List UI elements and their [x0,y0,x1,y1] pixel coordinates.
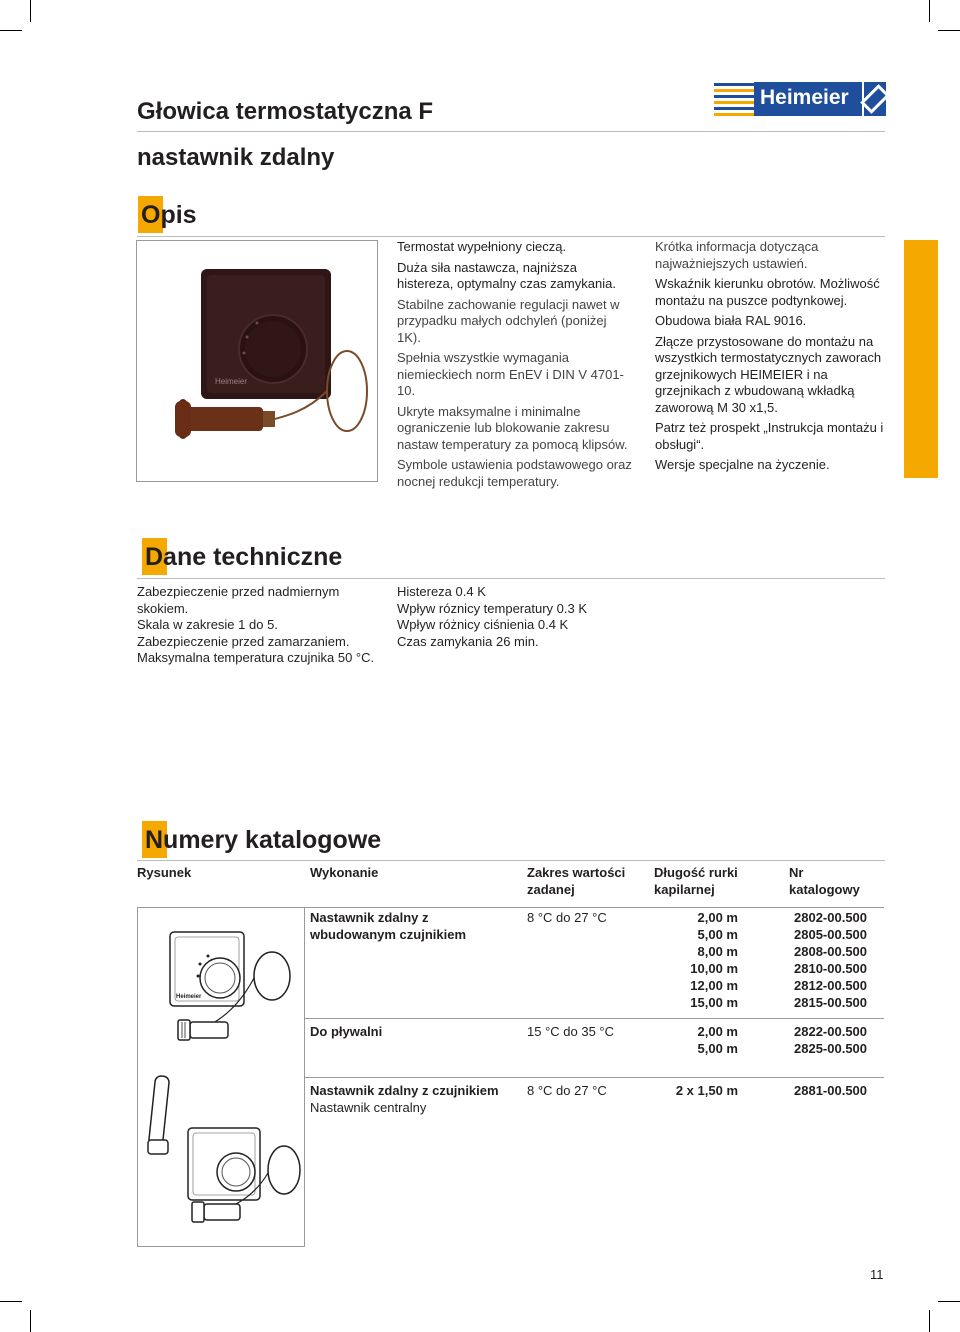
opis-text-12: Wersje specjalne na życzenie. [655,457,830,472]
heading-text: Numery katalogowe [145,826,382,854]
opis-text-10: Złącze przystosowane do montażu na wszystkich termostatycznych zaworach grzejnikowych HEIMEIER i na grzejnikach z wbudowaną wkładką zaworową M 30 x1,5. [655,333,882,415]
crop-mark-tl-h [0,30,22,31]
dane-text-4: Zabezpieczenie przed zamarzaniem. [137,633,350,649]
length-value: 12,00 m [690,978,738,993]
length-value: 8,00 m [697,944,738,959]
catalog-number: 2808-00.500 [794,944,868,959]
row3-dlugosc [654,1082,738,1099]
dane-text-1: Zabezpieczenie przed nadmiernym [137,584,340,599]
length-value: 2,00 m [697,1024,738,1039]
title-divider [137,131,885,132]
crop-mark-bl [30,1310,31,1332]
length-value: 15,00 m [690,995,738,1010]
opis-divider [137,236,885,237]
opis-text-1: Termostat wypełniony cieczą. [397,239,567,254]
page-title: Głowica termostatyczna F [137,98,434,125]
catalog-number: 2802-00.500 [794,910,868,925]
dane-text-8: Wpływ różnicy ciśnienia 0.4 K [397,617,569,632]
row2-dlugosc [654,1023,738,1057]
opis-text-3: Stabilne zachowanie regulacji nawet w przypadku małych odchyleń (poniżej 1K). [397,296,620,345]
row3-wykonanie [310,1082,520,1116]
crop-mark-tr-h [938,30,960,31]
col-header-wykonanie: Wykonanie [310,865,379,880]
drawing-brand-label: Heimeier [176,994,202,1000]
row1-zakres: 8 °C do 27 °C [527,910,607,925]
heimeier-logo [714,80,886,118]
dane-text-2: skokiem. [137,600,189,616]
dane-column-right [397,584,647,650]
crop-mark-br [929,1310,930,1332]
crop-mark-tl [30,0,31,22]
dane-text-5: Maksymalna temperatura czujnika 50 °C. [137,650,375,665]
row1-nr [794,909,867,1011]
length-value: 2,00 m [697,910,738,925]
col-header-nr: Nr katalogowy [789,865,860,897]
opis-text-2: Duża siła nastawcza, najniższa histereza, optymalny czas zamykania. [397,259,616,291]
section-heading-numery [145,826,381,855]
length-value: 5,00 m [697,1041,738,1056]
table-row-line-1 [304,1018,884,1019]
crop-mark-tr [929,0,930,22]
opis-text-4: Spełnia wszystkie wymagania niemieckiech norm EnEV i DIN V 4701-10. [397,350,624,398]
logo-text: Heimeier [760,86,849,109]
side-accent-bar [904,240,938,478]
dane-text-6: Histereza 0.4 K [397,584,486,599]
dane-divider [137,578,885,579]
table-header-line [304,907,884,908]
page-subtitle: nastawnik zdalny [137,144,335,171]
col-header-rysunek: Rysunek [137,865,192,880]
catalog-number: 2822-00.500 [794,1024,868,1039]
row3-zakres: 8 °C do 27 °C [527,1083,607,1098]
catalog-number: 2825-00.500 [794,1041,868,1056]
dane-column-left [137,584,387,667]
section-heading-dane [145,543,342,572]
row2-zakres: 15 °C do 35 °C [527,1024,615,1039]
row1-wykonanie: Nastawnik zdalny z wbudowanym czujnikiem [310,910,467,942]
length-value: 10,00 m [690,961,738,976]
wykonanie-plain: Nastawnik centralny [310,1100,427,1115]
length-value: 5,00 m [697,927,738,942]
opis-text-7: Krótka informacja dotycząca najważniejszych ustawień. [655,239,819,271]
col-header-dlugosc: Długość rurki kapilarnej [654,865,738,897]
crop-mark-br-h [938,1301,960,1302]
row2-nr [794,1023,867,1057]
crop-mark-bl-h [0,1301,22,1302]
product-photo [136,240,378,482]
opis-text-8: Wskaźnik kierunku obrotów. Możliwość montażu na puszce podtynkowej. [655,276,880,308]
opis-text-11: Patrz też prospekt „Instrukcja montażu i obsługi“. [655,420,884,452]
wykonanie-bold: Nastawnik zdalny z czujnikiem [310,1083,499,1098]
row3-nr [794,1082,867,1099]
dane-text-3: Skala w zakresie 1 do 5. [137,617,278,632]
col-header-zakres: Zakres wartości zadanej [527,865,626,897]
row2-wykonanie: Do pływalni [310,1024,383,1039]
section-heading-opis [141,201,197,230]
catalog-drawings [137,908,305,1247]
numery-divider [137,860,885,861]
opis-text-9: Obudowa biała RAL 9016. [655,313,807,328]
heading-text: Dane techniczne [145,543,343,571]
opis-text-6: Symbole ustawienia podstawowego oraz nocnej redukcji temperatury. [397,457,632,489]
catalog-number: 2815-00.500 [794,995,868,1010]
page-number: 11 [870,1267,884,1282]
row1-dlugosc [654,909,738,1011]
table-row-line-2 [304,1077,884,1078]
catalog-number: 2805-00.500 [794,927,868,942]
photo-brand-label: Heimeier [215,377,248,386]
dane-text-7: Wpływ róznicy temperatury 0.3 K [397,600,588,616]
catalog-number: 2810-00.500 [794,961,868,976]
opis-column-2 [655,239,891,478]
opis-text-5: Ukryte maksymalne i minimalne ograniczenie lub blokowanie zakresu nastaw temperatury za pomocą klipsów. [397,403,628,452]
heading-text: Opis [141,201,197,229]
catalog-number: 2881-00.500 [794,1083,868,1098]
opis-column-1 [397,239,633,494]
catalog-number: 2812-00.500 [794,978,868,993]
length-value: 2 x 1,50 m [675,1083,738,1098]
dane-text-9: Czas zamykania 26 min. [397,633,539,649]
